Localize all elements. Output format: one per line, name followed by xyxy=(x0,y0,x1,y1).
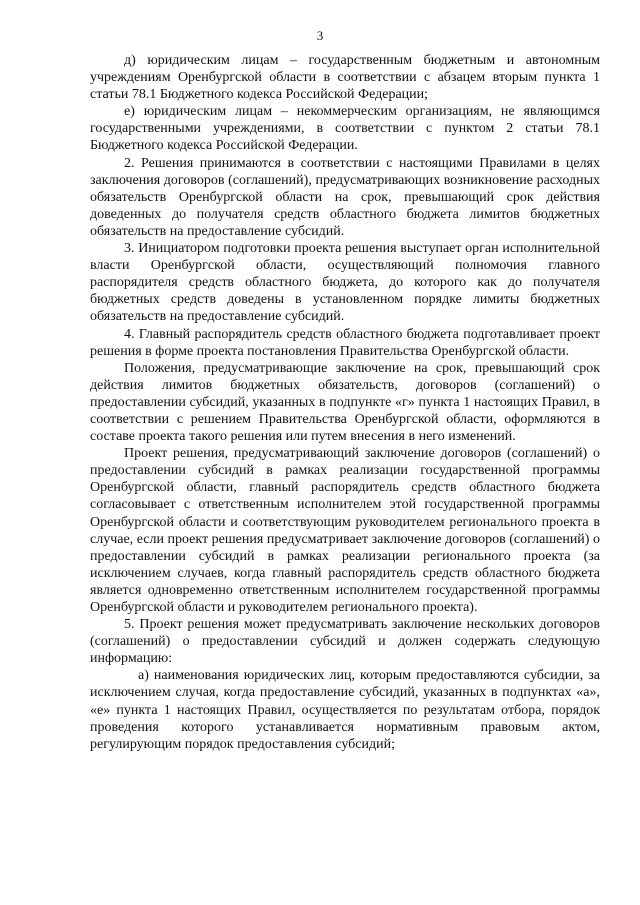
paragraph-subitem-e: е) юридическим лицам – некоммерческим организациям, не являющимся государственными учреждениями, в соответствии с пунктом 2 статьи 78.1 Бюджетного кодекса Российской Федерации. xyxy=(90,104,600,154)
paragraph-item-5-subitem-a: а) наименования юридических лиц, которым предоставляются субсидии, за исключением случая, когда предоставление субсидий, указанных в подпунктах «а», «е» пункта 1 настоящих Правил, осуществляется по результатам отбора, порядок проведения которого устанавливается нормативным правовым актом, регулирующим порядок предоставления субсидий; xyxy=(90,668,600,752)
paragraph-item-2: 2. Решения принимаются в соответствии с настоящими Правилами в целях заключения договоров (соглашений), предусматривающих возникновение расходных обязательств Оренбургской области на срок, превышающий срок действия доведенных до получателя средств областного бюджета лимитов бюджетных обязательств на предоставление субсидий. xyxy=(90,155,600,239)
paragraph-subitem-d: д) юридическим лицам – государственным бюджетным и автономным учреждениям Оренбургской области в соответствии с абзацем вторым пункта 1 статьи 78.1 Бюджетного кодекса Российской Федерации; xyxy=(90,53,600,103)
paragraph-item-4: 4. Главный распорядитель средств областного бюджета подготавливает проект решения в форме проекта постановления Правительства Оренбургской области. xyxy=(90,326,600,359)
paragraph-item-4-project-approval: Проект решения, предусматривающий заключение договоров (соглашений) о предоставлении субсидий в рамках реализации государственной программы Оренбургской области, главный распорядитель средств областного бюджета согласовывает с ответственным исполнителем этой государственной программы Оренбургской области и соответствующим руководителем регионального проекта в случае, если проект решения предусматривает заключение договоров (соглашений) о предоставлении субсидий в рамках реализации регионального проекта (за исключением случаев, когда главный распорядитель средств областного бюджета является одновременно ответственным исполнителем государственной программы Оренбургской области и руководителем регионального проекта). xyxy=(90,446,600,615)
page-number: 3 xyxy=(316,28,324,43)
paragraph-item-3: 3. Инициатором подготовки проекта решения выступает орган исполнительной власти Оренбургской области, осуществляющий полномочия главного распорядителя средств областного бюджета, до которого как до получателя бюджетных средств доведены в установленном порядке лимиты бюджетных обязательств на предоставление субсидий. xyxy=(90,241,600,325)
paragraph-item-5: 5. Проект решения может предусматривать заключение нескольких договоров (соглашений) о предоставлении субсидий и должен содержать следующую информацию: xyxy=(90,617,600,667)
paragraph-item-4-provisions: Положения, предусматривающие заключение на срок, превышающий срок действия лимитов бюджетных обязательств, договоров (соглашений) о предоставлении субсидий, указанных в подпункте «г» пункта 1 настоящих Правил, в соответствии с решением Правительства Оренбургской области, оформляются в составе проекта такого решения или путем внесения в него изменений. xyxy=(90,360,600,445)
document-body xyxy=(90,52,600,753)
